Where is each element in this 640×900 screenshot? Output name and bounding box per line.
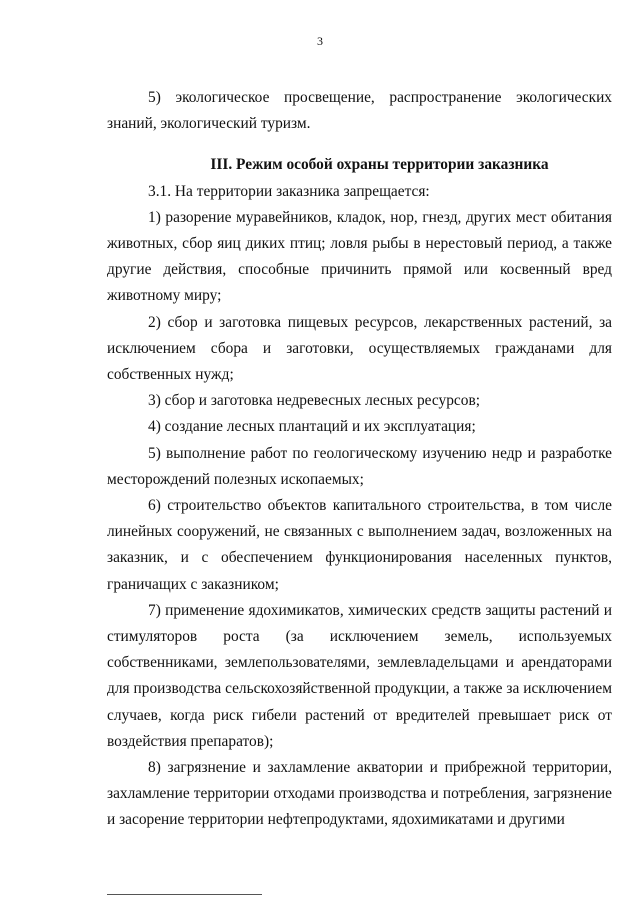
list-item-5: 5) выполнение работ по геологическому изучению недр и разработке месторождений полезных ископаемых; — [107, 444, 612, 488]
page-number: 3 — [317, 34, 323, 48]
list-item-7: 7) применение ядохимикатов, химических средств защиты растений и стимуляторов роста (за исключением земель, используемых собственниками, землепользователями, землевладельцами и арендаторами для производства сельскохозяйственной продукции, а также за исключением случаев, когда риск гибели растений от вредителей превышает риск от воздействия препаратов); — [107, 601, 612, 750]
list-item-3: 3) сбор и заготовка недревесных лесных ресурсов; — [148, 392, 480, 410]
list-item-6: 6) строительство объектов капитального строительства, в том числе линейных сооружений, не связанных с выполнением задач, возложенных на заказник, и с обеспечением функционирования населенных пунктов, граничащих с заказником; — [107, 497, 612, 593]
list-item-4: 4) создание лесных плантаций и их эксплуатация; — [148, 418, 476, 436]
list-item-2: 2) сбор и заготовка пищевых ресурсов, лекарственных растений, за исключением сбора и заготовки, осуществляемых гражданами для собственных нужд; — [107, 313, 612, 384]
footnote-divider — [107, 894, 262, 895]
list-item-8: 8) загрязнение и захламление акватории и прибрежной территории, захламление территории отходами производства и потребления, загрязнение и засорение территории нефтепродуктами, ядохимикатами и другими — [107, 759, 612, 829]
paragraph-3-1: 3.1. На территории заказника запрещается: — [148, 182, 430, 200]
list-item-1: 1) разорение муравейников, кладок, нор, гнезд, других мест обитания животных, сбор яиц диких птиц; ловля рыбы в нерестовый период, а также другие действия, способные причинить прямой или косвенный вред животному миру; — [107, 208, 612, 305]
paragraph-item-5-previous: 5) экологическое просвещение, распространение экологических знаний, экологический туризм. — [107, 89, 612, 133]
document-body — [107, 85, 612, 834]
section-heading: III. Режим особой охраны территории заказника — [210, 156, 549, 174]
